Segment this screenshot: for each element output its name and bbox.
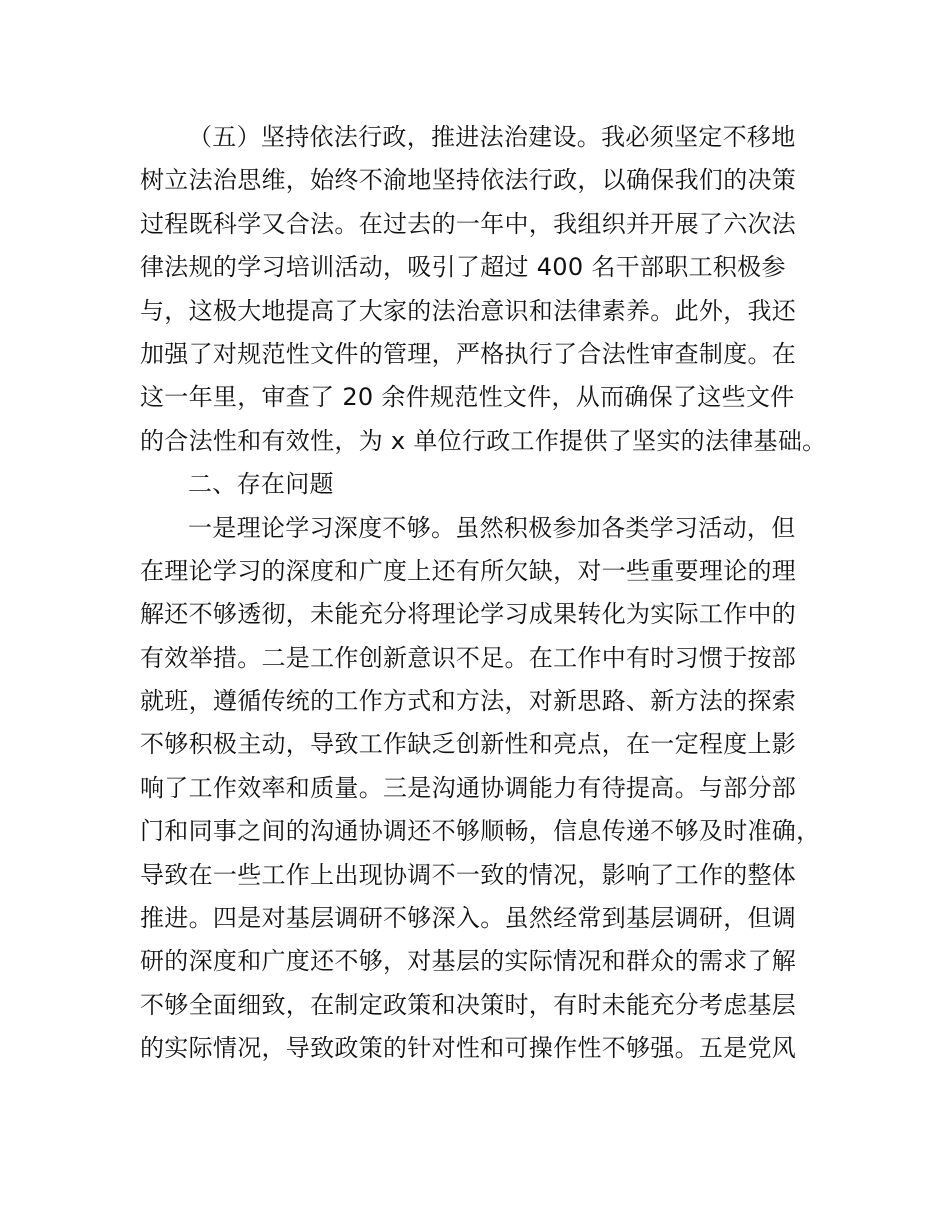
- paragraph-line: 就班，遵循传统的工作方式和方法，对新思路、新方法的探索: [140, 687, 797, 716]
- paragraph-line: 门和同事之间的沟通协调还不够顺畅，信息传递不够及时准确，: [140, 817, 821, 846]
- paragraph-line: 加强了对规范性文件的管理，严格执行了合法性审查制度。在: [140, 339, 797, 368]
- paragraph-line: 推进。四是对基层调研不够深入。虽然经常到基层调研，但调: [140, 904, 797, 933]
- paragraph-line: 不够全面细致，在制定政策和决策时，有时未能充分考虑基层: [140, 990, 797, 1019]
- paragraph-line: 一是理论学习深度不够。虽然积极参加各类学习活动，但: [188, 513, 796, 542]
- paragraph-line: 过程既科学又合法。在过去的一年中，我组织并开展了六次法: [140, 209, 797, 238]
- paragraph-line: 树立法治思维，始终不渝地坚持依法行政，以确保我们的决策: [140, 166, 797, 195]
- paragraph-line: 的实际情况，导致政策的针对性和可操作性不够强。五是党风: [140, 1034, 797, 1063]
- paragraph-line: 导致在一些工作上出现协调不一致的情况，影响了工作的整体: [140, 860, 797, 889]
- paragraph-line: 在理论学习的深度和广度上还有所欠缺，对一些重要理论的理: [140, 556, 797, 585]
- paragraph-line: 不够积极主动，导致工作缺乏创新性和亮点，在一定程度上影: [140, 730, 797, 759]
- paragraph-line: 的合法性和有效性，为 x 单位行政工作提供了坚实的法律基础。: [140, 426, 827, 455]
- paragraph-line: 研的深度和广度还不够，对基层的实际情况和群众的需求了解: [140, 947, 797, 976]
- paragraph-line: 有效举措。二是工作创新意识不足。在工作中有时习惯于按部: [140, 643, 797, 672]
- paragraph-line: 响了工作效率和质量。三是沟通协调能力有待提高。与部分部: [140, 773, 797, 802]
- paragraph-line: （五）坚持依法行政，推进法治建设。我必须坚定不移地: [188, 123, 796, 151]
- paragraph-line: 这一年里，审查了 20 余件规范性文件，从而确保了这些文件: [140, 383, 795, 412]
- paragraph-line: 解还不够透彻，未能充分将理论学习成果转化为实际工作中的: [140, 600, 797, 629]
- paragraph-line: 与，这极大地提高了大家的法治意识和法律素养。此外，我还: [140, 296, 797, 325]
- section-heading: 二、存在问题: [188, 470, 334, 499]
- document-body: [140, 116, 830, 1071]
- paragraph-line: 律法规的学习培训活动，吸引了超过 400 名干部职工积极参: [140, 253, 786, 282]
